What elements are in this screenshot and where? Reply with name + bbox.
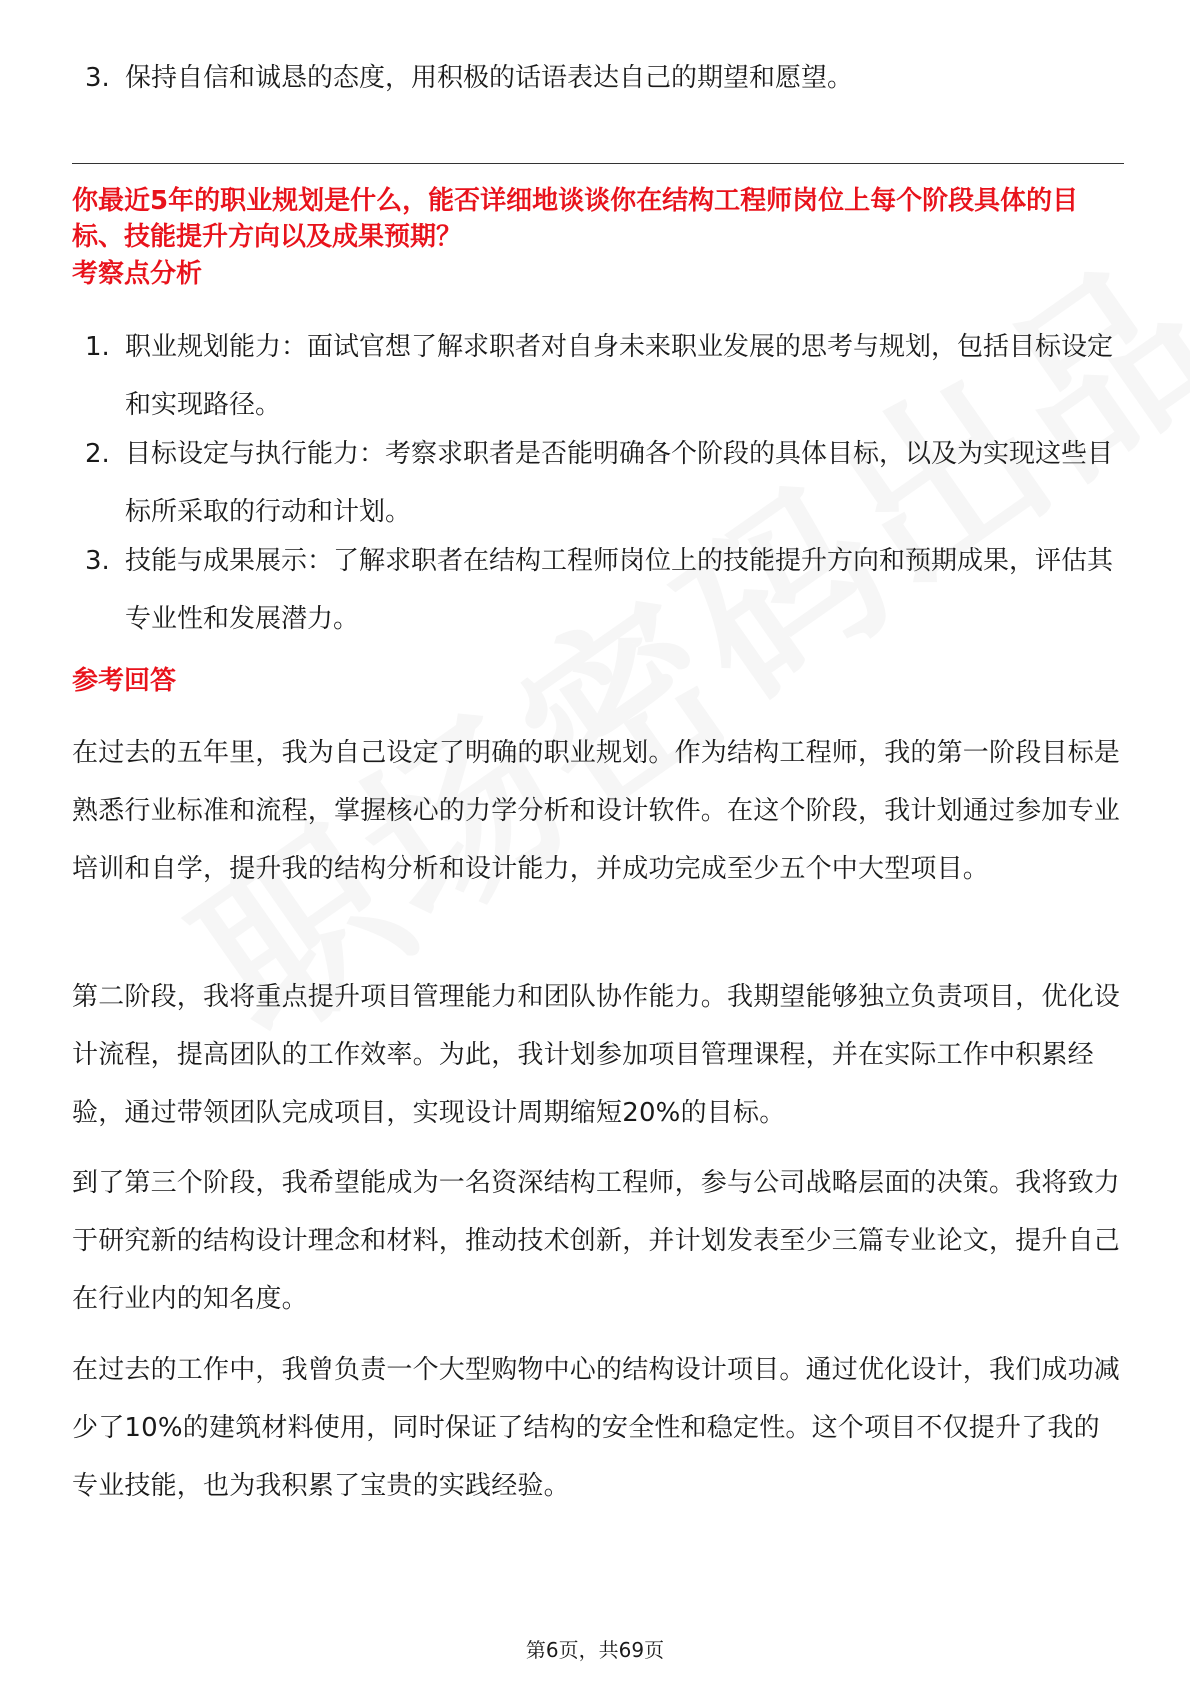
list-item-text: 职业规划能力：面试官想了解求职者对自身未来职业发展的思考与规划，包括目标设定和实现路径。 xyxy=(125,332,1114,420)
answer-paragraph: 在过去的工作中，我曾负责一个大型购物中心的结构设计项目。通过优化设计，我们成功减少了10%的建筑材料使用，同时保证了结构的安全性和稳定性。这个项目不仅提升了我的专业技能，也为我积累了宝贵的实践经验。 xyxy=(72,1355,1121,1501)
list-item xyxy=(0,425,1190,541)
list-item-text: 目标设定与执行能力：考察求职者是否能明确各个阶段的具体目标，以及为实现这些目标所采取的行动和计划。 xyxy=(125,439,1114,527)
list-item-number: 1. xyxy=(85,332,110,362)
answer-paragraph: 第二阶段，我将重点提升项目管理能力和团队协作能力。我期望能够独立负责项目，优化设计流程，提高团队的工作效率。为此，我计划参加项目管理课程，并在实际工作中积累经验，通过带领团队完成项目，实现设计周期缩短20%的目标。 xyxy=(72,982,1121,1128)
answer-title: 参考回答 xyxy=(72,666,177,696)
analysis-title: 考察点分析 xyxy=(72,259,203,289)
answer-paragraph: 在过去的五年里，我为自己设定了明确的职业规划。作为结构工程师，我的第一阶段目标是熟悉行业标准和流程，掌握核心的力学分析和设计软件。在这个阶段，我计划通过参加专业培训和自学，提升我的结构分析和设计能力，并成功完成至少五个中大型项目。 xyxy=(72,738,1121,884)
list-item-text: 技能与成果展示：了解求职者在结构工程师岗位上的技能提升方向和预期成果，评估其专业性和发展潜力。 xyxy=(125,546,1114,634)
question-heading: 你最近5年的职业规划是什么，能否详细地谈谈你在结构工程师岗位上每个阶段具体的目标、技能提升方向以及成果预期？ xyxy=(72,186,1079,252)
list-item-number: 3. xyxy=(85,546,110,576)
list-item xyxy=(0,49,1190,107)
list-item-text: 保持自信和诚恳的态度，用积极的话语表达自己的期望和愿望。 xyxy=(125,63,854,93)
list-item xyxy=(0,532,1190,648)
divider xyxy=(72,163,1124,164)
answer-paragraph: 到了第三个阶段，我希望能成为一名资深结构工程师，参与公司战略层面的决策。我将致力于研究新的结构设计理念和材料，推动技术创新，并计划发表至少三篇专业论文，提升自己在行业内的知名度。 xyxy=(72,1168,1121,1314)
list-item xyxy=(0,318,1190,434)
page-footer: 第6页，共69页 xyxy=(525,1638,665,1662)
list-item-number: 3. xyxy=(85,63,110,93)
list-item-number: 2. xyxy=(85,439,110,469)
